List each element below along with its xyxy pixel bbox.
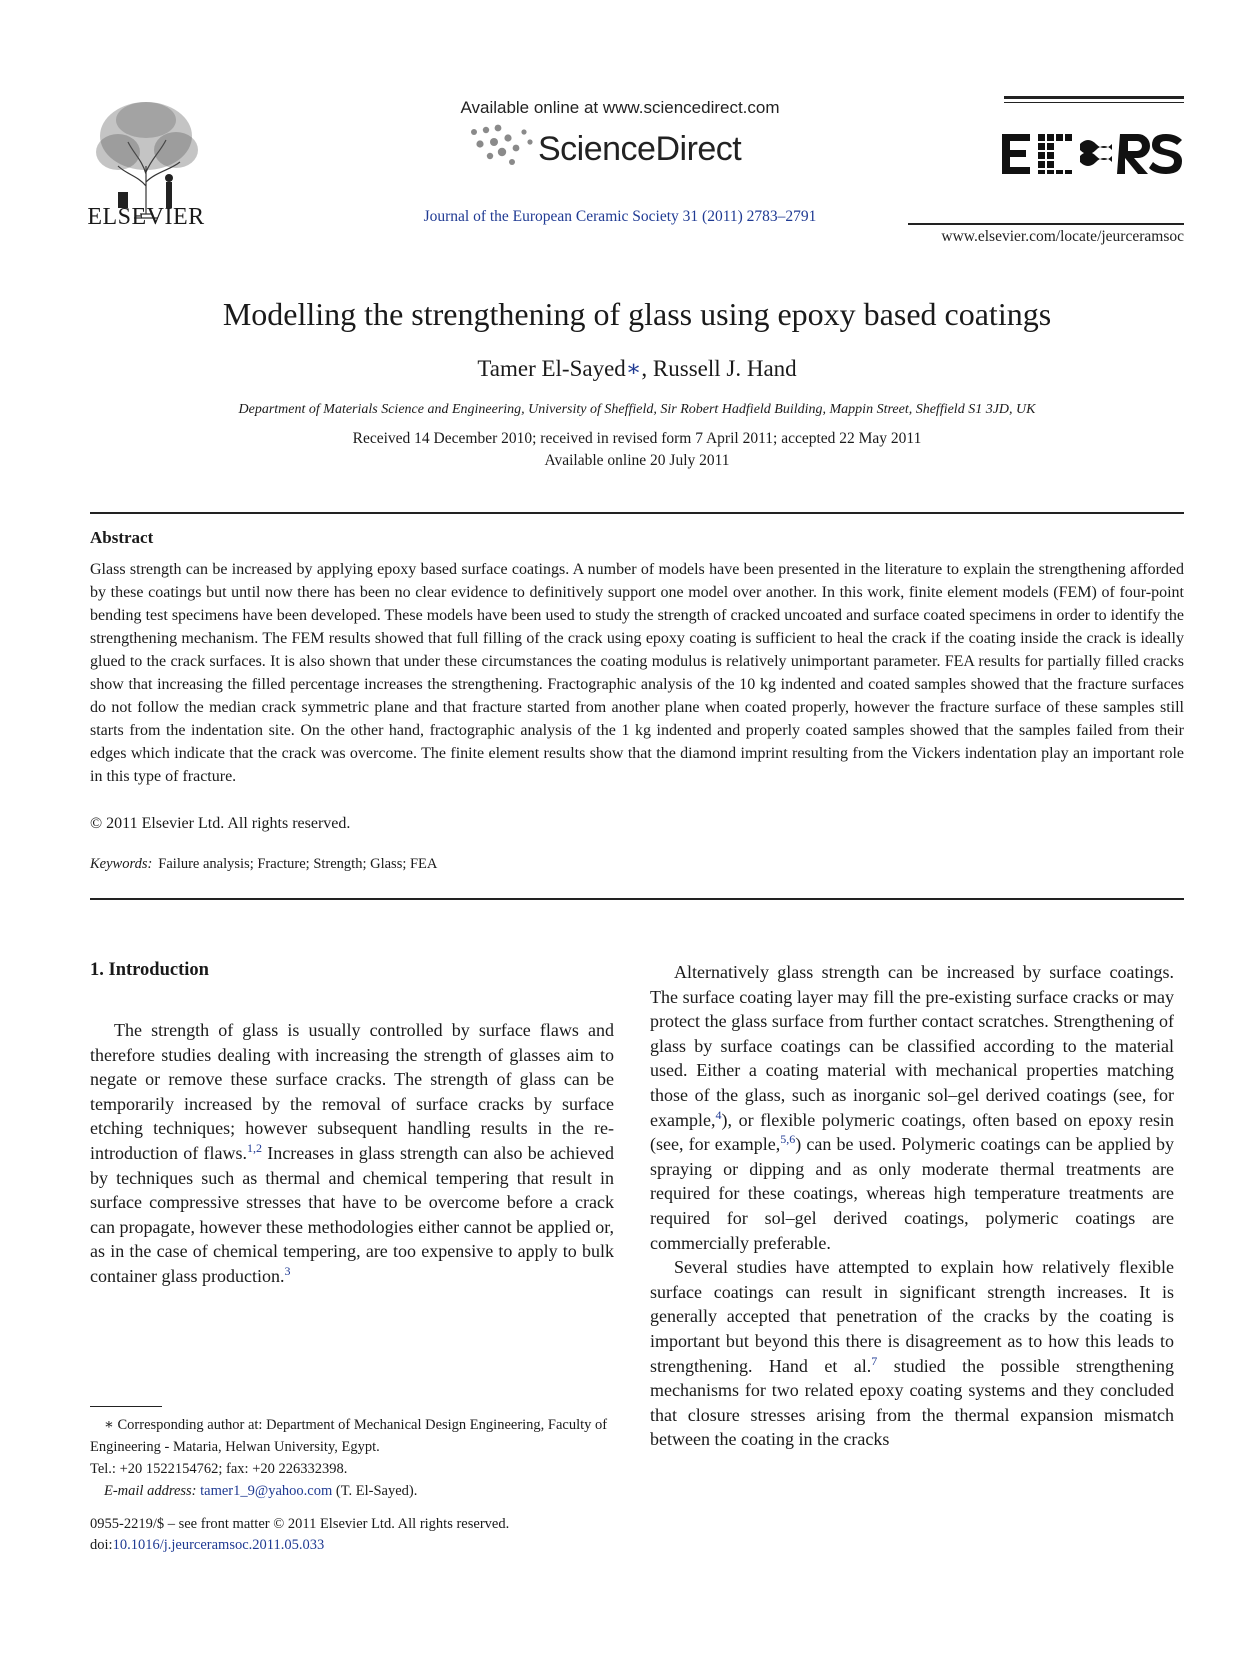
available-online-text[interactable]: Available online at www.sciencedirect.com <box>460 98 780 117</box>
paragraph: Several studies have attempted to explain how relatively flexible surface coatings can result in significant strength increases. It is generally accepted that penetration of the cracks by the coating is important but beyond this there is disagreement as to how this leads to strengthening. Hand et al.$^7$ studied the possible strengthening mechanisms for two related epoxy coating systems and they concluded that closure stresses arising from the thermal expansion mismatch between the coating in the cracks <box>650 1257 1175 1450</box>
corresponding-author-mark[interactable]: ∗ <box>625 356 642 381</box>
header-rule <box>1004 96 1184 99</box>
section-rule <box>90 512 1184 514</box>
header-rule <box>908 223 1184 225</box>
issn-line: 0955-2219/$ – see front matter © 2011 Elsevier Ltd. All rights reserved. <box>90 1516 510 1532</box>
section-rule <box>90 898 1184 900</box>
header-rule <box>1004 102 1184 103</box>
keywords-label: Keywords: <box>90 856 153 872</box>
paragraph: The strength of glass is usually controlled by surface flaws and therefore studies dealing with increasing the strength of glasses aim to negate or remove these surface cracks. The strength of glass can be temporarily increased by the removal of surface cracks by surface etching techniques; however subsequent handling results in the re-introduction of flaws.$^{1,2}$ Increases in glass strength can also be achieved by techniques such as thermal and chemical tempering that result in surface compressive stresses that have to be overcome before a crack can propagate, however these methodologies either cannot be applied or, as in the case of chemical tempering, are too expensive to apply to bulk container glass production.$^3$ <box>90 1020 614 1286</box>
email-link[interactable]: tamer1_9@yahoo.com <box>200 1483 333 1499</box>
keywords-list: Failure analysis; Fracture; Strength; Glass; FEA <box>158 856 438 872</box>
corresponding-author-footnote: ∗ Corresponding author at: Department of Mechanical Design Engineering, Faculty of Engineering - Mataria, Helwan University, Egypt. Tel.: +20 1522154762; fax: +20 226332398. E-mail address: tamer1_9@yahoo.com (T. El-Sayed). <box>90 1417 608 1499</box>
footnote-rule <box>90 1406 162 1407</box>
author-affiliation: Department of Materials Science and Engineering, University of Sheffield, Sir Robert Hadfield Building, Mappin Street, Sheffield S1 3JD, UK <box>238 402 1036 417</box>
doi-link[interactable]: 10.1016/j.jeurceramsoc.2011.05.033 <box>112 1537 325 1553</box>
available-online-date: Available online 20 July 2011 <box>544 452 730 469</box>
received-dates: Received 14 December 2010; received in revised form 7 April 2011; accepted 22 May 2011 <box>352 430 922 447</box>
abstract-text: Glass strength can be increased by applying epoxy based surface coatings. A number of models have been presented in the literature to explain the strengthening afforded by these coatings but until now there has been no clear evidence to definitively support one model over another. In this work, finite element models (FEM) of four-point bending test specimens have been developed. These models have been used to study the strength of cracked uncoated and surface coated specimens in order to identify the strengthening mechanism. The FEM results showed that full filling of the crack using epoxy coating is sufficient to heal the crack if the coating inside the crack is ideally glued to the crack surfaces. It is also shown that under these circumstances the coating modulus is relatively unimportant parameter. FEA results for partially filled cracks show that increasing the filled percentage increases the strengthening. Fractographic analysis of the 10 kg indented and coated samples showed that the fracture surfaces do not follow the median crack symmetric plane and that fracture started from another plane when coated properly, however the fracture surface of these samples still starts from the indentation site. On the other hand, fractographic analysis of the 1 kg indented and properly coated samples showed that the samples failed from their edges which indicate that the crack was overcome. The finite element results show that the diamond imprint resulting from the Vickers indentation play an important role in this type of fracture. <box>90 561 1184 785</box>
front-matter: 0955-2219/$ – see front matter © 2011 Elsevier Ltd. All rights reserved. doi:10.1016/j.jeurceramsoc.2011.05.033 <box>90 1514 690 1556</box>
citation-ref[interactable]: 3 <box>284 1263 291 1278</box>
author-name: Tamer El-Sayed <box>477 356 626 381</box>
citation-ref[interactable]: 7 <box>871 1353 878 1368</box>
article-title: Modelling the strengthening of glass using epoxy based coatings <box>222 296 1052 332</box>
abstract-heading: Abstract <box>90 528 154 547</box>
section-heading-introduction: 1. Introduction <box>90 960 209 980</box>
citation-ref[interactable]: 4 <box>715 1107 722 1122</box>
journal-homepage-url[interactable]: www.elsevier.com/locate/jeurceramsoc <box>941 228 1184 245</box>
author-name: , Russell J. Hand <box>641 356 797 381</box>
paragraph: Alternatively glass strength can be increased by surface coatings. The surface coating layer may fill the pre-existing surface cracks or may protect the glass surface from further contact scratches. Strengthening of glass by surface coatings can be classified according to the material used. Either a coating material with mechanical properties matching those of the glass, such as inorganic sol–gel derived coatings (see, for example,$^4$), or flexible polymeric coatings, often based on epoxy resin (see, for example,$^{5,6}$) can be used. Polymeric coatings can be applied by spraying or dipping and as only moderate thermal treatments are required for these coatings, whereas high temperature treatments are required for sol–gel derived coatings, polymeric coatings are commercially preferable. <box>650 962 1174 1253</box>
footnote-mark: ∗ <box>104 1417 114 1433</box>
left-column <box>90 1018 614 1289</box>
sciencedirect-wordmark[interactable]: ScienceDirect <box>538 130 742 168</box>
right-column <box>650 960 1174 1452</box>
keywords <box>90 856 437 873</box>
author-list <box>90 356 1184 382</box>
citation-ref[interactable]: 5,6 <box>780 1132 796 1147</box>
journal-citation-link[interactable]: Journal of the European Ceramic Society 31 (2011) 2783–2791 <box>423 208 817 225</box>
abstract-copyright: © 2011 Elsevier Ltd. All rights reserved. <box>90 815 351 832</box>
citation-ref[interactable]: 1,2 <box>247 1140 262 1155</box>
email-label: E-mail address: <box>104 1483 197 1499</box>
ecers-society-logo <box>1000 128 1186 180</box>
publisher-wordmark: ELSEVIER <box>87 204 205 230</box>
